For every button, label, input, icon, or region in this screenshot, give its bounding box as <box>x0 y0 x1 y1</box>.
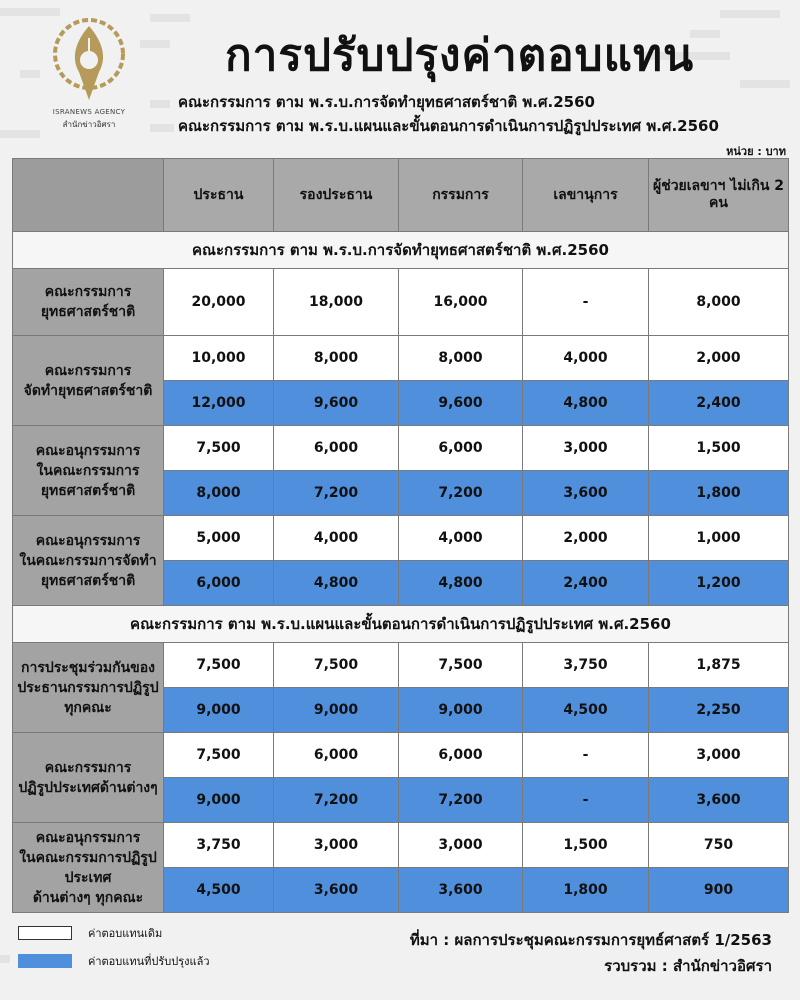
old-rate-cell: 8,000 <box>274 336 399 381</box>
old-rate-cell: 1,500 <box>523 823 649 868</box>
column-header: รองประธาน <box>274 159 399 232</box>
new-rate-cell: 7,200 <box>274 471 399 516</box>
section-title: คณะกรรมการ ตาม พ.ร.บ.การจัดทำยุทธศาสตร์ชาติ พ.ศ.2560 <box>13 232 789 269</box>
new-rate-cell: 8,000 <box>164 471 274 516</box>
old-rate-cell: 18,000 <box>274 269 399 336</box>
row-label <box>13 516 164 606</box>
subtitle-1: คณะกรรมการ ตาม พ.ร.บ.การจัดทำยุทธศาสตร์ชาติ พ.ศ.2560 <box>178 93 595 111</box>
legend <box>18 924 210 980</box>
new-rate-cell: 1,800 <box>523 868 649 913</box>
row-label <box>13 823 164 913</box>
legend-label-new: ค่าตอบแทนที่ปรับปรุงแล้ว <box>88 955 210 968</box>
old-rate-cell: 7,500 <box>164 733 274 778</box>
page-title: การปรับปรุงค่าตอบแทน <box>225 30 695 81</box>
row-label <box>13 269 164 336</box>
table-row <box>13 269 789 336</box>
old-rate-cell: 6,000 <box>399 426 523 471</box>
column-header: เลขานุการ <box>523 159 649 232</box>
section-title: คณะกรรมการ ตาม พ.ร.บ.แผนและขั้นตอนการดำเนินการปฏิรูปประเทศ พ.ศ.2560 <box>13 606 789 643</box>
old-rate-cell: 3,750 <box>523 643 649 688</box>
compensation-table <box>12 158 789 913</box>
old-rate-cell: 3,750 <box>164 823 274 868</box>
compiled-by: รวบรวม : สำนักข่าวอิศรา <box>604 957 772 975</box>
row-label-line: ในคณะกรรมการ <box>36 462 140 479</box>
legend-swatch-new <box>18 954 72 968</box>
new-rate-cell: 4,800 <box>399 561 523 606</box>
section-header-row <box>13 606 789 643</box>
table-row <box>13 643 789 688</box>
legend-item-new <box>18 952 210 970</box>
row-label-line: ในคณะกรรมการปฏิรูปประเทศ <box>19 849 157 886</box>
pen-nib-emblem-icon <box>51 16 127 106</box>
row-label-line: คณะกรรมการยุทธศาสตร์ชาติ <box>40 284 136 320</box>
old-rate-cell: - <box>523 269 649 336</box>
old-rate-cell: 6,000 <box>274 733 399 778</box>
new-rate-cell: - <box>523 778 649 823</box>
legend-label-old: ค่าตอบแทนเดิม <box>88 927 163 940</box>
table-row <box>13 516 789 561</box>
row-label <box>13 336 164 426</box>
new-rate-cell: 1,800 <box>649 471 789 516</box>
new-rate-cell: 12,000 <box>164 381 274 426</box>
row-label-line: คณะอนุกรรมการ <box>35 532 141 549</box>
row-label-line: คณะอนุกรรมการ <box>35 442 141 459</box>
old-rate-cell: 3,000 <box>399 823 523 868</box>
old-rate-cell: 6,000 <box>274 426 399 471</box>
logo-agency-th: สำนักข่าวอิศรา <box>62 120 116 129</box>
new-rate-cell: 6,000 <box>164 561 274 606</box>
old-rate-cell: - <box>523 733 649 778</box>
new-rate-cell: 4,800 <box>274 561 399 606</box>
row-label-line: ด้านต่างๆ ทุกคณะ <box>32 889 144 906</box>
old-rate-cell: 7,500 <box>164 426 274 471</box>
new-rate-cell: 3,600 <box>399 868 523 913</box>
new-rate-cell: 7,200 <box>274 778 399 823</box>
row-label <box>13 733 164 823</box>
row-label-line: ปฏิรูปประเทศด้านต่างๆ <box>18 779 158 796</box>
new-rate-cell: 9,600 <box>274 381 399 426</box>
new-rate-cell: 9,000 <box>274 688 399 733</box>
old-rate-cell: 3,000 <box>523 426 649 471</box>
old-rate-cell: 7,500 <box>399 643 523 688</box>
new-rate-cell: 2,250 <box>649 688 789 733</box>
source-note: ที่มา : ผลการประชุมคณะกรรมการยุทธ์ศาสตร์ 1/2563 <box>409 931 772 949</box>
new-rate-cell: 4,800 <box>523 381 649 426</box>
row-label-line: คณะอนุกรรมการ <box>35 829 141 846</box>
section-header-row <box>13 232 789 269</box>
new-rate-cell: 3,600 <box>274 868 399 913</box>
new-rate-cell: 4,500 <box>164 868 274 913</box>
column-header: ผู้ช่วยเลขาฯ ไม่เกิน 2 คน <box>649 159 789 232</box>
old-rate-cell: 5,000 <box>164 516 274 561</box>
new-rate-cell: 1,200 <box>649 561 789 606</box>
table-row <box>13 336 789 381</box>
old-rate-cell: 1,875 <box>649 643 789 688</box>
new-rate-cell: 9,600 <box>399 381 523 426</box>
row-label-line: การประชุมร่วมกันของ <box>21 659 155 676</box>
header-corner <box>13 159 164 232</box>
new-rate-cell: 7,200 <box>399 471 523 516</box>
row-label-line: ในคณะกรรมการจัดทำ <box>19 552 157 569</box>
old-rate-cell: 20,000 <box>164 269 274 336</box>
old-rate-cell: 3,000 <box>274 823 399 868</box>
old-rate-cell: 750 <box>649 823 789 868</box>
row-label-line: ยุทธศาสตร์ชาติ <box>40 482 136 499</box>
new-rate-cell: 2,400 <box>649 381 789 426</box>
legend-swatch-old <box>18 926 72 940</box>
old-rate-cell: 4,000 <box>399 516 523 561</box>
old-rate-cell: 1,500 <box>649 426 789 471</box>
new-rate-cell: 3,600 <box>523 471 649 516</box>
logo-agency-en: ISRANEWS AGENCY <box>52 108 126 116</box>
row-label-line: คณะกรรมการ <box>44 362 132 379</box>
new-rate-cell: 9,000 <box>164 688 274 733</box>
row-label <box>13 426 164 516</box>
new-rate-cell: 3,600 <box>649 778 789 823</box>
old-rate-cell: 3,000 <box>649 733 789 778</box>
subtitle-2: คณะกรรมการ ตาม พ.ร.บ.แผนและขั้นตอนการดำเนินการปฏิรูปประเทศ พ.ศ.2560 <box>178 117 719 135</box>
new-rate-cell: 2,400 <box>523 561 649 606</box>
table-row <box>13 823 789 868</box>
new-rate-cell: 4,500 <box>523 688 649 733</box>
row-label-line: จัดทำยุทธศาสตร์ชาติ <box>23 382 153 399</box>
old-rate-cell: 6,000 <box>399 733 523 778</box>
table-row <box>13 426 789 471</box>
new-rate-cell: 7,200 <box>399 778 523 823</box>
new-rate-cell: 9,000 <box>164 778 274 823</box>
old-rate-cell: 4,000 <box>274 516 399 561</box>
column-header: กรรมการ <box>399 159 523 232</box>
row-label-line: คณะกรรมการ <box>44 759 132 776</box>
old-rate-cell: 8,000 <box>649 269 789 336</box>
old-rate-cell: 8,000 <box>399 336 523 381</box>
unit-label: หน่วย : บาท <box>726 145 786 158</box>
old-rate-cell: 10,000 <box>164 336 274 381</box>
new-rate-cell: 900 <box>649 868 789 913</box>
logo <box>46 16 132 144</box>
old-rate-cell: 7,500 <box>274 643 399 688</box>
old-rate-cell: 2,000 <box>523 516 649 561</box>
old-rate-cell: 4,000 <box>523 336 649 381</box>
legend-item-old <box>18 924 210 942</box>
old-rate-cell: 16,000 <box>399 269 523 336</box>
old-rate-cell: 2,000 <box>649 336 789 381</box>
table-row <box>13 733 789 778</box>
row-label-line: ประธานกรรมการปฏิรูปทุกคณะ <box>17 679 159 716</box>
old-rate-cell: 1,000 <box>649 516 789 561</box>
table-header-row <box>13 159 789 232</box>
row-label <box>13 643 164 733</box>
row-label-line: ยุทธศาสตร์ชาติ <box>40 572 136 589</box>
old-rate-cell: 7,500 <box>164 643 274 688</box>
column-header: ประธาน <box>164 159 274 232</box>
new-rate-cell: 9,000 <box>399 688 523 733</box>
